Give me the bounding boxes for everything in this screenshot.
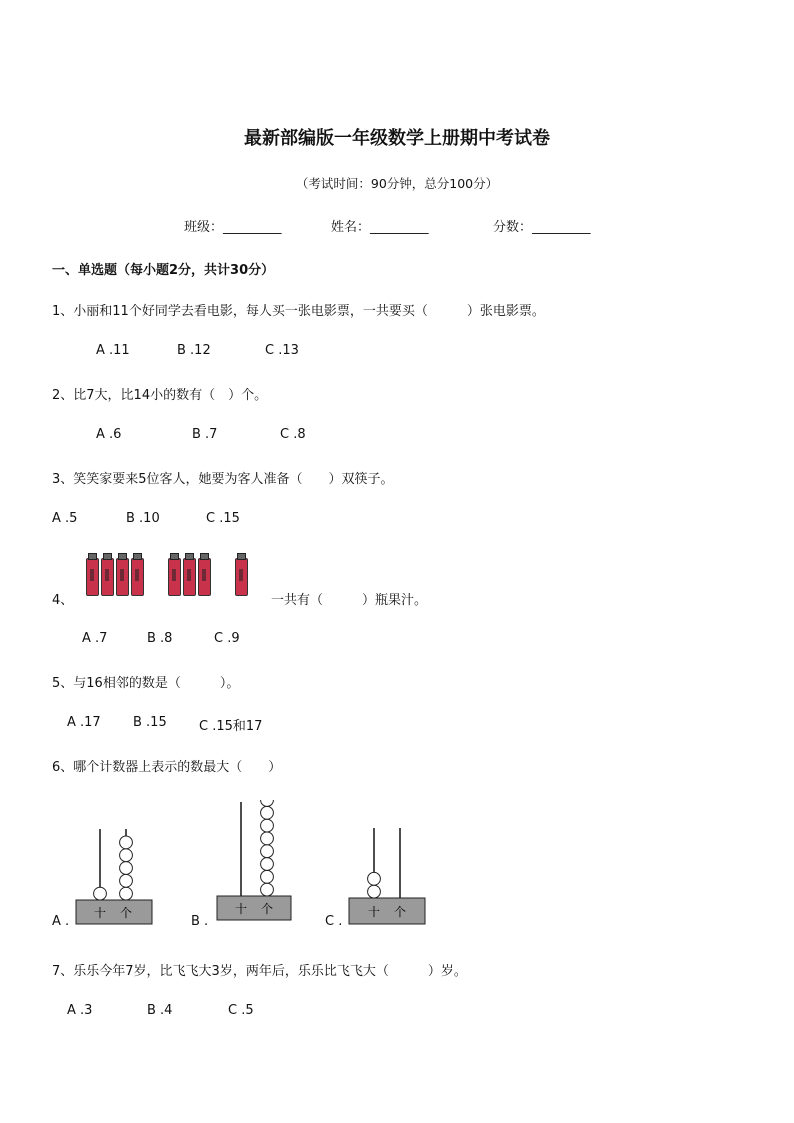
abacus-b	[216, 800, 296, 925]
juice-bottle	[235, 558, 248, 596]
class-field[interactable]: 班级：_________	[184, 220, 282, 235]
question-7: 7、乐乐今年7岁，比飞飞大3岁，两年后，乐乐比飞飞大（ ）岁。	[52, 964, 467, 979]
juice-bottle	[168, 558, 181, 596]
q5-option-b[interactable]: B .15	[133, 715, 167, 730]
q4-option-a[interactable]: A .7	[82, 631, 108, 646]
abacus-bead	[261, 870, 274, 883]
abacus-bead	[261, 858, 274, 871]
abacus-bead	[120, 874, 133, 887]
juice-bottle	[116, 558, 129, 596]
q6-option-b[interactable]: B .	[191, 914, 209, 929]
juice-bottle	[183, 558, 196, 596]
abacus-base	[349, 898, 425, 924]
q4-option-c[interactable]: C .9	[214, 631, 240, 646]
q5-option-a[interactable]: A .17	[67, 715, 101, 730]
abacus-bead	[120, 836, 133, 849]
abacus-ones-label: 个	[393, 905, 407, 919]
q2-option-b[interactable]: B .7	[192, 427, 218, 442]
q1-option-b[interactable]: B .12	[177, 343, 211, 358]
q7-option-c[interactable]: C .5	[228, 1003, 254, 1018]
abacus-tens-label: 十	[234, 902, 248, 916]
abacus-base	[76, 900, 152, 924]
abacus-bead	[94, 887, 107, 900]
question-4: 一共有（ ）瓶果汁。	[271, 593, 428, 608]
abacus-tens-label: 十	[367, 905, 381, 919]
q3-option-b[interactable]: B .10	[126, 511, 160, 526]
juice-bottle	[86, 558, 99, 596]
abacus-tens-label: 十	[93, 906, 107, 920]
question-4-number: 4、	[52, 593, 74, 608]
abacus-c	[347, 826, 429, 927]
section-heading: 一、单选题（每小题2分，共计30分）	[52, 263, 275, 278]
juice-bottle	[198, 558, 211, 596]
abacus-bead	[120, 849, 133, 862]
abacus-bead	[120, 862, 133, 875]
abacus-bead	[261, 800, 274, 806]
q7-option-a[interactable]: A .3	[67, 1003, 93, 1018]
q1-option-a[interactable]: A .11	[96, 343, 130, 358]
juice-bottles-image	[80, 552, 260, 596]
question-2: 2、比7大，比14小的数有（ ）个。	[52, 388, 268, 403]
abacus-bead	[261, 819, 274, 832]
abacus-bead	[261, 845, 274, 858]
question-6: 6、哪个计数器上表示的数最大（ ）	[52, 760, 282, 775]
question-5: 5、与16相邻的数是（ ）。	[52, 676, 240, 691]
question-1: 1、小丽和11个好同学去看电影，每人买一张电影票，一共要买（ ）张电影票。	[52, 304, 545, 319]
q3-option-a[interactable]: A .5	[52, 511, 78, 526]
q5-option-c[interactable]: C .15和17	[199, 719, 263, 734]
abacus-bead	[261, 832, 274, 845]
abacus-bead	[261, 883, 274, 896]
abacus-bead	[368, 872, 381, 885]
q6-option-a[interactable]: A .	[52, 914, 70, 929]
page-title: 最新部编版一年级数学上册期中考试卷	[244, 128, 550, 149]
juice-bottle	[101, 558, 114, 596]
score-field[interactable]: 分数：_________	[493, 220, 591, 235]
question-3: 3、笑笑家要来5位客人，她要为客人准备（ ）双筷子。	[52, 472, 394, 487]
q4-option-b[interactable]: B .8	[147, 631, 173, 646]
abacus-a	[72, 825, 156, 927]
q3-option-c[interactable]: C .15	[206, 511, 240, 526]
abacus-bead	[120, 887, 133, 900]
abacus-bead	[368, 885, 381, 898]
name-field[interactable]: 姓名：_________	[331, 220, 429, 235]
abacus-ones-label: 个	[260, 902, 274, 916]
q7-option-b[interactable]: B .4	[147, 1003, 173, 1018]
q6-option-c[interactable]: C .	[325, 914, 343, 929]
juice-bottle	[131, 558, 144, 596]
abacus-base	[217, 896, 291, 920]
abacus-ones-label: 个	[119, 906, 133, 920]
q1-option-c[interactable]: C .13	[265, 343, 299, 358]
exam-subtitle: （考试时间：90分钟，总分100分）	[295, 176, 499, 191]
abacus-bead	[261, 806, 274, 819]
q2-option-a[interactable]: A .6	[96, 427, 122, 442]
q2-option-c[interactable]: C .8	[280, 427, 306, 442]
